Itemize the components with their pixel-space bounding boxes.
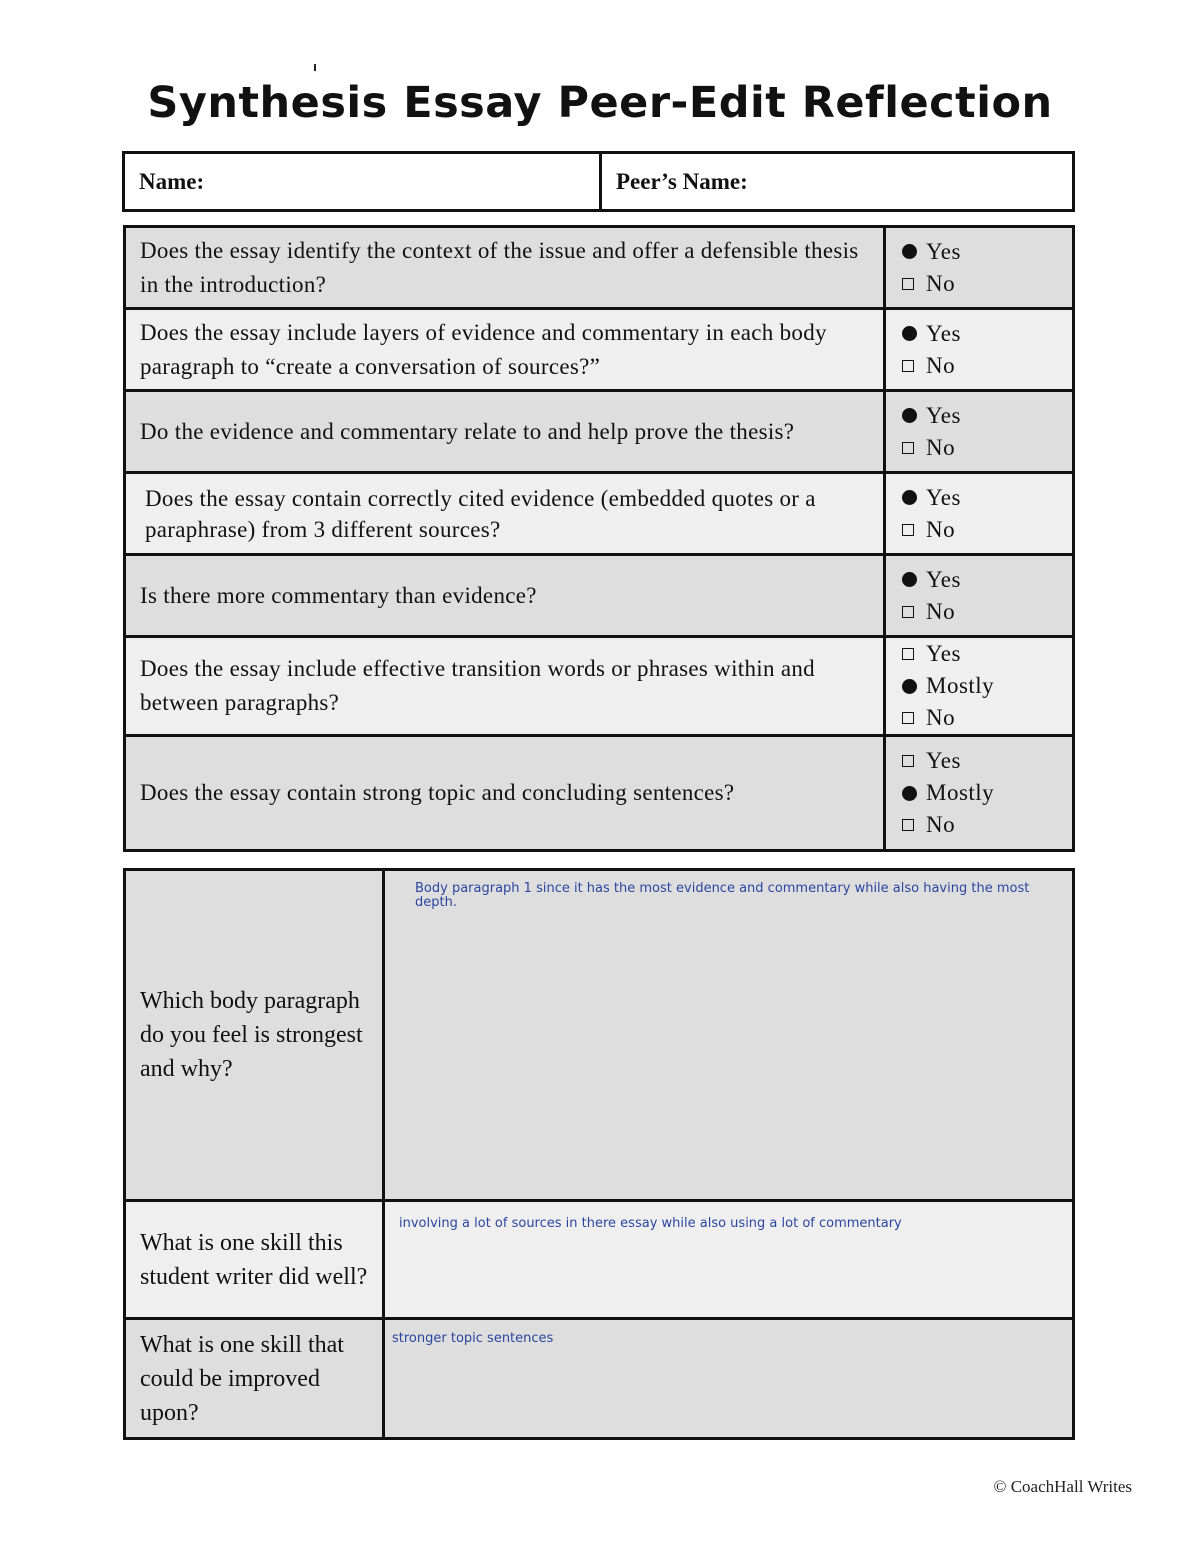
answer-options [885,391,1074,473]
option-no[interactable]: No [902,809,1072,841]
question-text: Does the essay identify the context of the issue and offer a defensible thesis in the introduction? [125,227,885,309]
question-text: Do the evidence and commentary relate to and help prove the thesis? [125,391,885,473]
option-yes[interactable]: Yes [902,638,1072,670]
reflection-table [123,868,1075,1440]
option-no[interactable]: No [902,514,1072,546]
checklist-row [125,555,1074,637]
question-text: Does the essay include layers of evidence and commentary in each body paragraph to “create a conversation of sources?” [125,309,885,391]
option-yes[interactable]: Yes [902,236,1072,268]
option-no[interactable]: No [902,596,1072,628]
peer-name-field[interactable] [601,153,1074,211]
option-no[interactable]: No [902,268,1072,300]
checkbox-icon [902,278,914,290]
option-yes[interactable]: Yes [902,318,1072,350]
question-text: Does the essay contain correctly cited evidence (embedded quotes or a paraphrase) from 3 different sources? [125,473,885,555]
checklist-table [123,225,1075,852]
answer-options [885,555,1074,637]
option-no[interactable]: No [902,432,1072,464]
reflection-answer: involving a lot of sources in there essay while also using a lot of commentary [399,1216,902,1231]
option-mostly[interactable]: Mostly [902,777,1072,809]
checklist-row [125,736,1074,851]
checklist-row [125,227,1074,309]
filled-bullet-icon [902,490,917,505]
reflection-question: Which body paragraph do you feel is strongest and why? [125,870,384,1201]
reflection-question: What is one skill that could be improved upon? [125,1319,384,1439]
checklist-row [125,391,1074,473]
answer-options [885,227,1074,309]
name-table [122,151,1075,212]
checkbox-icon [902,755,914,767]
peer-name-label: Peer’s Name: [616,168,748,194]
answer-options [885,309,1074,391]
checklist-row [125,637,1074,736]
reflection-answer-field[interactable] [384,1319,1074,1439]
filled-bullet-icon [902,679,917,694]
reflection-answer: stronger topic sentences [392,1331,554,1346]
checklist-row [125,473,1074,555]
checkbox-icon [902,442,914,454]
filled-bullet-icon [902,244,917,259]
filled-bullet-icon [902,786,917,801]
checkbox-icon [902,819,914,831]
question-text: Does the essay include effective transition words or phrases within and between paragraphs? [125,637,885,736]
checkbox-icon [902,712,914,724]
option-mostly[interactable]: Mostly [902,670,1072,702]
reflection-question: What is one skill this student writer did well? [125,1201,384,1319]
checkbox-icon [902,648,914,660]
question-text: Does the essay contain strong topic and concluding sentences? [125,736,885,851]
answer-options [885,637,1074,736]
copyright-notice: © CoachHall Writes [993,1477,1132,1496]
checkbox-icon [902,524,914,536]
checkbox-icon [902,360,914,372]
reflection-row [125,870,1074,1201]
filled-bullet-icon [902,326,917,341]
checkbox-icon [902,606,914,618]
option-no[interactable]: No [902,702,1072,734]
filled-bullet-icon [902,408,917,423]
checklist-row [125,309,1074,391]
option-yes[interactable]: Yes [902,745,1072,777]
reflection-row [125,1201,1074,1319]
filled-bullet-icon [902,572,917,587]
answer-options [885,736,1074,851]
reflection-answer-field[interactable] [384,1201,1074,1319]
reflection-answer-field[interactable] [384,870,1074,1201]
reflection-row [125,1319,1074,1439]
stray-mark [314,64,316,71]
reflection-answer: Body paragraph 1 since it has the most evidence and commentary while also having the most depth. [415,881,1030,910]
question-text: Is there more commentary than evidence? [125,555,885,637]
name-field[interactable] [124,153,601,211]
option-no[interactable]: No [902,350,1072,382]
option-yes[interactable]: Yes [902,482,1072,514]
answer-options [885,473,1074,555]
option-yes[interactable]: Yes [902,564,1072,596]
option-yes[interactable]: Yes [902,400,1072,432]
page-title: Synthesis Essay Peer-Edit Reflection [147,78,1053,128]
name-label: Name: [139,168,205,194]
